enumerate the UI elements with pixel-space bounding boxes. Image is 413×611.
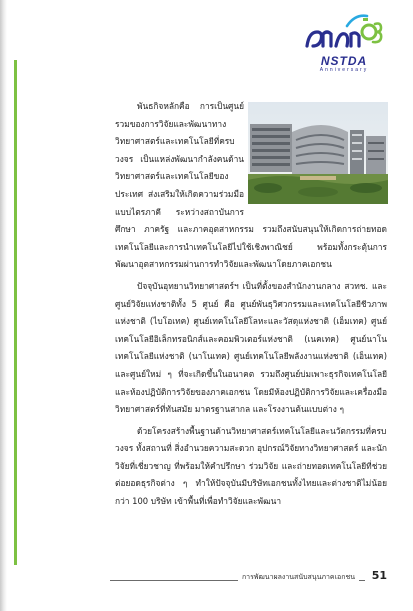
binding-shadow <box>0 0 7 611</box>
logo-name: NSTDA <box>320 54 368 68</box>
paragraph-1: พันธกิจหลักคือ การเป็นศูนย์รวมของการวิจัยและพัฒนาทางวิทยาศาสตร์และเทคโนโลยีที่ครบวงจร เป็นแหล่งพัฒนากำลังคนด้านวิทยาศาสตร์และเทคโนโลยีของประเทศ ส่งเสริมให้เกิดความร่วมมือแบบไตรภาคี ระหว่างสถาบันการศึกษา ภาครัฐ และภาคอุตสาหกรรม รวมถึงสนับสนุนให้เกิดการถ่ายทอดเทคโนโลยีและการนำเทคโนโลยีไปใช้เชิงพาณิชย์ พร้อมทั้งกระตุ้นการพัฒนาอุตสาหกรรมผ่านการทำวิจัยและพัฒนาโดยภาคเอกชน <box>115 101 387 270</box>
green-accent-strip <box>14 60 17 565</box>
nstda-logo-mark-icon <box>303 8 385 54</box>
body-text <box>115 98 387 515</box>
photo-wrap-space <box>244 98 387 206</box>
logo-tagline: Anniversary <box>319 67 369 73</box>
page-number: 51 <box>371 569 387 582</box>
paragraph-3: ด้วยโครงสร้างพื้นฐานด้านวิทยาศาสตร์เทคโนโลยีและนวัตกรรมที่ครบวงจร ทั้งสถานที่ สิ่งอำนวยความสะดวก อุปกรณ์วิจัยทางวิทยาศาสตร์ และนักวิจัยที่เชี่ยวชาญ ที่พร้อมให้คำปรึกษา ร่วมวิจัย และถ่ายทอดเทคโนโลยีที่ช่วยต่อยอดธุรกิจต่าง ๆ ทำให้ปัจจุบันมีบริษัทเอกชนทั้งไทยและต่างชาติไม่น้อยกว่า 100 บริษัท เข้าพื้นที่เพื่อทำวิจัยและพัฒนา <box>115 425 387 507</box>
nstda-logo <box>303 8 385 74</box>
footer-caption: การพัฒนาผลงานสนับสนุนภาคเอกชน <box>238 572 359 583</box>
paragraph-2: ปัจจุบันอุทยานวิทยาศาสตร์ฯ เป็นที่ตั้งของสำนักงานกลาง สวทช. และศูนย์วิจัยแห่งชาติทั้ง 5 ศูนย์ คือ ศูนย์พันธุวิศวกรรมและเทคโนโลยีชีวภาพแห่งชาติ (ไบโอเทค) ศูนย์เทคโนโลยีโลหะและวัสดุแห่งชาติ (เอ็มเทค) ศูนย์เทคโนโลยีอิเล็กทรอนิกส์และคอมพิวเตอร์แห่งชาติ (เนคเทค) ศูนย์นาโนเทคโนโลยีแห่งชาติ (นาโนเทค) ศูนย์เทคโนโลยีพลังงานแห่งชาติ (เอ็นเทค) และศูนย์ใหม่ ๆ ที่จะเกิดขึ้นในอนาคต รวมถึงศูนย์บ่มเพาะธุรกิจเทคโนโลยี และห้องปฏิบัติการวิจัยของภาคเอกชน โดยมีห้องปฏิบัติการวิจัยและเครื่องมือวิทยาศาสตร์ที่ทันสมัย มาตรฐานสากล และโรงงานต้นแบบต่าง ๆ <box>115 280 387 415</box>
